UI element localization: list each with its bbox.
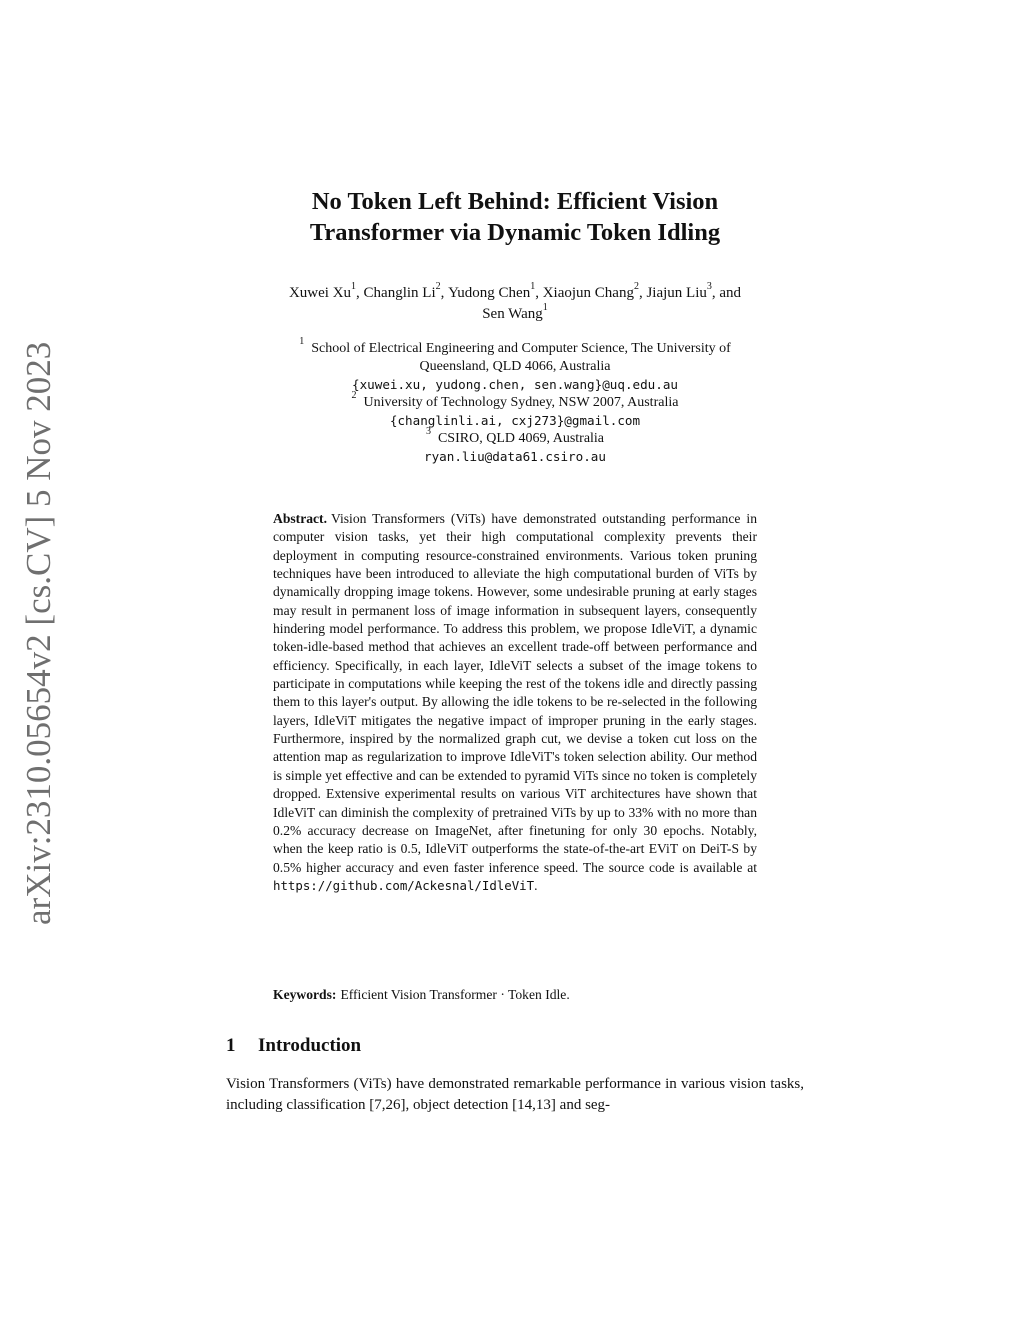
affiliation-1-email: {xuwei.xu, yudong.chen, sen.wang}@uq.edu.au <box>351 377 679 392</box>
author: Jiajun Liu$^3$, and <box>646 281 742 301</box>
section-number: 1 <box>226 1035 236 1056</box>
author: Yudong Chen$^1$, <box>448 281 543 301</box>
author: Xuwei Xu$^1$, <box>288 281 364 301</box>
arxiv-stamp: arXiv:2310.05654v2 [cs.CV] 5 Nov 2023 <box>19 341 58 925</box>
keywords-text: Efficient Vision Transformer · Token Idle. <box>340 987 570 1002</box>
affiliation-2: $^2$ University of Technology Sydney, NSW 2007, Australia <box>351 390 679 410</box>
keywords <box>273 986 757 1004</box>
affiliation-3: $^3$ CSIRO, QLD 4069, Australia <box>425 426 605 446</box>
affiliation-3-email: ryan.liu@data61.csiro.au <box>424 449 606 464</box>
abstract: Abstract. Vision Transformers (ViTs) have demonstrated outstanding performance in computer vision tasks, yet their high computational complexity prevents their deployment in computing resource-constrained environments. Various token pruning techniques have been introduced to alleviate the high computational burden of ViTs by dynamically dropping image tokens. However, some undesirable pruning at early stages may result in permanent loss of image information in subsequent layers, consequently hindering model performance. To address this problem, we propose IdleViT, a dynamic token-idle-based method that achieves an excellent trade-off between performance and efficiency. Specifically, in each layer, IdleViT selects a subset of the image tokens to participate in computations while keeping the rest of the tokens idle and directly passing them to this layer's output. By allowing the idle tokens to be re-selected in the following layers, IdleViT mitigates the negative impact of improper pruning in the early stages. Furthermore, inspired by the normalized graph cut, we devise a token cut loss on the attention map as regularization to improve IdleViT's token selection ability. Our method is simple yet effective and can be extended to pyramid ViTs since no token is completely dropped. Extensive experimental results on various ViT architectures have shown that IdleViT can diminish the complexity of pretrained ViTs by up to 33% with no more than 0.2% accuracy decrease on ImageNet, after finetuning for only 30 epochs. Notably, when the keep ratio is 0.5, IdleViT outperforms the state-of-the-art EViT on DeiT-S by 0.5% higher accuracy and even faster inference speed. The source code is available at https://github.com/Ackesnal/IdleViT. <box>273 511 757 893</box>
author: Changlin Li$^2$, <box>363 281 449 301</box>
affiliation-2-email: {changlinli.ai, cxj273}@gmail.com <box>389 413 641 428</box>
title-line-1: No Token Left Behind: Efficient Vision <box>311 188 719 215</box>
section-heading <box>226 1034 361 1058</box>
intro-paragraph: Vision Transformers (ViTs) have demonstrated remarkable performance in various vision tasks, including classification [7,26], object detection [14,13] and seg- <box>226 1076 804 1113</box>
affiliations <box>205 336 825 466</box>
title-line-2: Transformer via Dynamic Token Idling <box>309 219 721 246</box>
code-link[interactable]: https://github.com/Ackesnal/IdleViT <box>273 877 535 893</box>
author: Xiaojun Chang$^2$, <box>542 281 647 301</box>
affiliation-1: $^1$ School of Electrical Engineering and Computer Science, The University of <box>299 336 731 356</box>
author: Sen Wang$^1$ <box>482 302 548 322</box>
section-title: Introduction <box>258 1035 362 1056</box>
abstract-text: Vision Transformers (ViTs) have demonstrated outstanding performance in computer vision tasks, yet their high computational complexity prevents their deployment in computing resource-constrained environments. Various token pruning techniques have been introduced to alleviate the high computational burden of ViTs by dynamically dropping image tokens. However, some undesirable pruning at early stages may result in permanent loss of image information in subsequent layers, consequently hindering model performance. To address this problem, we propose IdleViT, a dynamic token-idle-based method that achieves an excellent trade-off between performance and efficiency. Specifically, in each layer, IdleViT selects a subset of the image tokens to participate in computations while keeping the rest of the tokens idle and directly passing them to this layer's output. By allowing the idle tokens to be re-selected in the following layers, IdleViT mitigates the negative impact of improper pruning in the early stages. Furthermore, inspired by the normalized graph cut, we devise a token cut loss on the attention map as regularization to improve IdleViT's token selection ability. Our method is simple yet effective and can be extended to pyramid ViTs since no token is completely dropped. Extensive experimental results on various ViT architectures have shown that IdleViT can diminish the complexity of pretrained ViTs by up to 33% with no more than 0.2% accuracy decrease on ImageNet, after finetuning for only 30 epochs. Notably, when the keep ratio is 0.5, IdleViT outperforms the state-of-the-art EViT on DeiT-S by 0.5% higher accuracy and even faster inference speed. The source code is available at <box>273 511 757 875</box>
paper-title <box>200 186 830 248</box>
affiliation-1-cont: Queensland, QLD 4066, Australia <box>419 359 611 374</box>
keywords-label: Keywords: <box>273 987 337 1002</box>
author-list <box>215 283 815 325</box>
abstract-label: Abstract. <box>273 511 327 526</box>
